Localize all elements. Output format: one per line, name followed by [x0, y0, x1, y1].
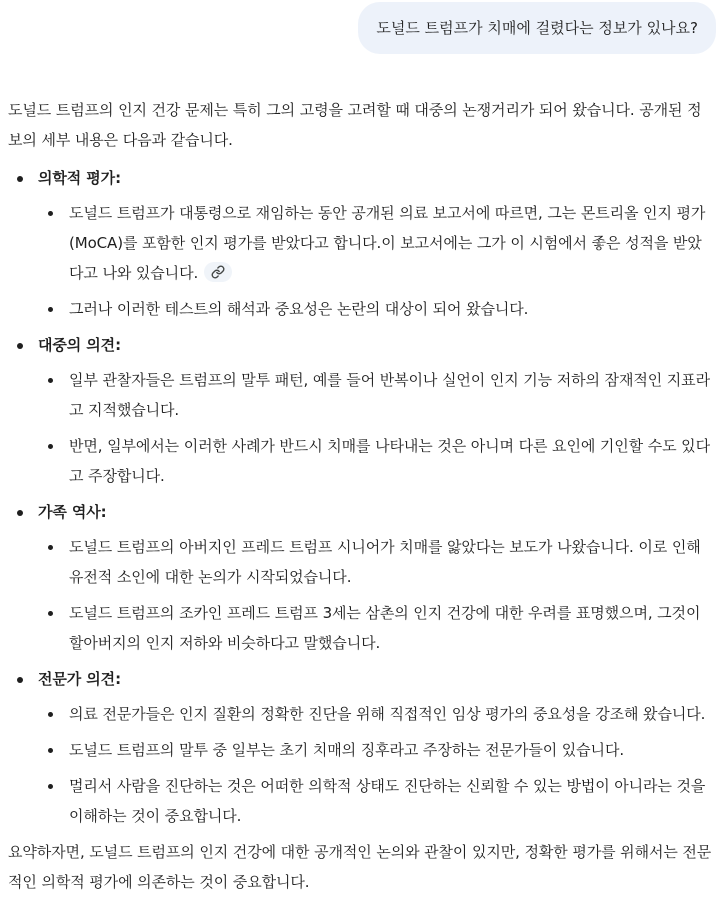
section-item-list [38, 198, 714, 324]
link-icon [211, 265, 225, 279]
section-title: 가족 역사: [38, 503, 107, 521]
citation-link-button[interactable] [204, 262, 232, 282]
section-public-opinion [8, 330, 714, 491]
section-title: 대중의 의견: [38, 336, 121, 354]
user-message-text: 도널드 트럼프가 치매에 걸렸다는 정보가 있나요? [376, 19, 698, 37]
section-item-list [38, 365, 714, 491]
list-item [38, 699, 714, 729]
list-item-text: 그러나 이러한 테스트의 해석과 중요성은 논란의 대상이 되어 왔습니다. [69, 300, 529, 318]
section-medical-evaluation [8, 163, 714, 324]
list-item [38, 431, 714, 491]
response-intro: 도널드 트럼프의 인지 건강 문제는 특히 그의 고령을 고려할 때 대중의 논쟁거리가 되어 왔습니다. 공개된 정보의 세부 내용은 다음과 같습니다. [8, 101, 702, 149]
list-item [38, 598, 714, 658]
section-title: 의학적 평가: [38, 169, 121, 187]
response-section-list [8, 163, 714, 831]
list-item [38, 365, 714, 425]
list-item-text: 도널드 트럼프가 대통령으로 재임하는 동안 공개된 의료 보고서에 따르면, 그는 몬트리올 인지 평가(MoCA)를 포함한 인지 평가를 받았다고 합니다.이 보고서에는 그가 이 시험에서 좋은 성적을 받았다고 나와 있습니다. [69, 204, 706, 282]
user-message-bubble [358, 2, 716, 54]
list-item-text: 도널드 트럼프의 아버지인 프레드 트럼프 시니어가 치매를 앓았다는 보도가 나왔습니다. 이로 인해 유전적 소인에 대한 논의가 시작되었습니다. [69, 538, 701, 586]
list-item-text: 의료 전문가들은 인지 질환의 정확한 진단을 위해 직접적인 임상 평가의 중요성을 강조해 왔습니다. [69, 705, 706, 723]
section-title: 전문가 의견: [38, 670, 121, 688]
list-item [38, 198, 714, 288]
assistant-response [8, 95, 714, 897]
list-item [38, 735, 714, 765]
section-item-list [38, 699, 714, 831]
list-item [38, 771, 714, 831]
list-item [38, 294, 714, 324]
list-item-text: 도널드 트럼프의 말투 중 일부는 초기 치매의 징후라고 주장하는 전문가들이 있습니다. [69, 741, 625, 759]
response-summary: 요약하자면, 도널드 트럼프의 인지 건강에 대한 공개적인 논의와 관찰이 있지만, 정확한 평가를 위해서는 전문적인 의학적 평가에 의존하는 것이 중요합니다. [8, 843, 712, 891]
section-family-history [8, 497, 714, 658]
list-item-text: 도널드 트럼프의 조카인 프레드 트럼프 3세는 삼촌의 인지 건강에 대한 우려를 표명했으며, 그것이 할아버지의 인지 저하와 비슷하다고 말했습니다. [69, 604, 701, 652]
list-item-text: 일부 관찰자들은 트럼프의 말투 패턴, 예를 들어 반복이나 실언이 인지 기능 저하의 잠재적인 지표라고 지적했습니다. [69, 371, 710, 419]
list-item [38, 532, 714, 592]
list-item-text: 멀리서 사람을 진단하는 것은 어떠한 의학적 상태도 진단하는 신뢰할 수 있는 방법이 아니라는 것을 이해하는 것이 중요합니다. [69, 777, 706, 825]
section-expert-opinion [8, 664, 714, 831]
list-item-text: 반면, 일부에서는 이러한 사례가 반드시 치매를 나타내는 것은 아니며 다른 요인에 기인할 수도 있다고 주장합니다. [69, 437, 710, 485]
section-item-list [38, 532, 714, 658]
